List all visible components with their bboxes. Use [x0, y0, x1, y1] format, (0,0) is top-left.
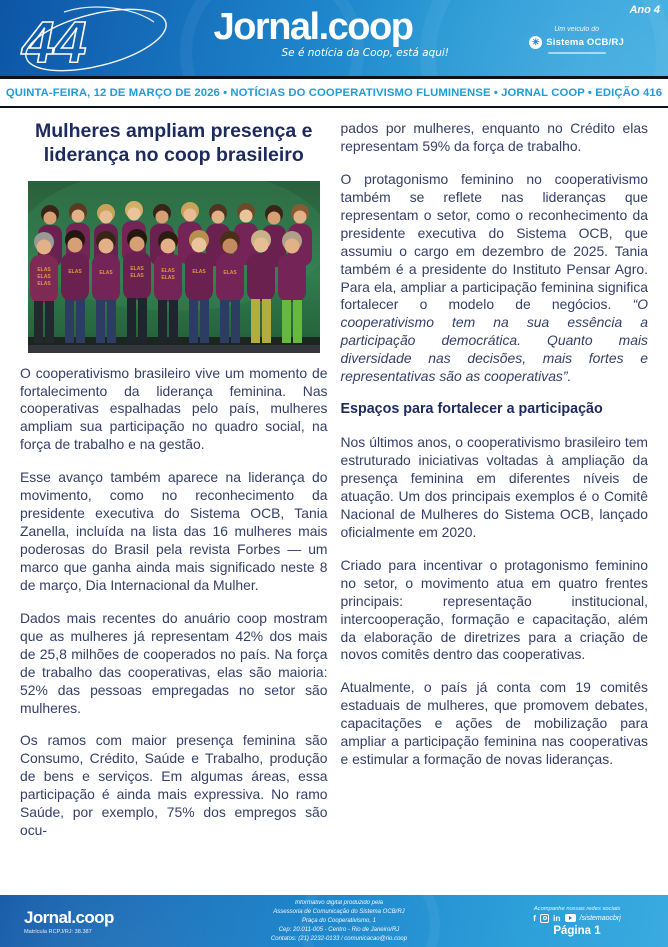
- right-column: [341, 120, 649, 895]
- footer: [0, 895, 668, 947]
- page-number-label: Página 1: [553, 924, 601, 937]
- paragraph: Nos últimos anos, o cooperativismo brasileiro tem estruturado iniciativas voltadas à ampliação da presença feminina em diferentes níveis de atuação. Um dos principais exemplos é o Comitê Nacional de Mulheres do Sistema OCB, lançado oficialmente em 2020.: [340, 434, 648, 540]
- footer-social-block: [498, 906, 668, 937]
- footer-info-line: Contatos: (21) 2232-0133 / comunicacao@rio.coop: [270, 935, 408, 942]
- footer-info-line: Assessoria de Comunicação do Sistema OCB/RJ: [273, 908, 405, 915]
- svg-text:ELAS: ELAS: [130, 265, 144, 272]
- paragraph-text: O protagonismo feminino no cooperativismo também se reflete nas lideranças que representam o setor, como o reconhecimento da presidente executiva do Sistema OCB, que assumiu o cargo em dezembro de 2025. Tania também é a presidente do Instituto Pensar Agro. Para ela, ampliar a participação feminina significa fortalecer o modelo de negócios.: [340, 170, 648, 313]
- article-content: [0, 108, 668, 895]
- article-title: Mulheres ampliam presença e liderança no coop brasileiro: [35, 120, 313, 166]
- footer-info-line: Informativo digital produzido pela: [294, 899, 384, 906]
- pull-quote: “O cooperativismo tem na sua essência a participação democrática. Quanto mais diversidade nas decisões, mais fortes e representativas são as cooperativas”.: [340, 296, 648, 385]
- social-handle: /sistemaocbrj: [579, 914, 621, 922]
- date-bar: [0, 76, 668, 108]
- sistema-ocb-sub-bar: [548, 52, 606, 54]
- footer-info-line: Cep: 20.011-005 - Centro - Rio de Janeiro/RJ: [278, 926, 400, 933]
- svg-text:ELAS: ELAS: [68, 268, 82, 275]
- sistema-ocb-logo: [529, 26, 624, 54]
- footer-info-line: Praça do Cooperativismo, 1: [301, 917, 377, 924]
- paragraph: Os ramos com maior presença feminina são Consumo, Crédito, Saúde e Trabalho, produção de bens e serviços. Em algumas áreas, essa participação é ainda mais expressiva. No ramo Saúde, por exemplo, 75% dos empregos são ocu-: [20, 732, 328, 839]
- section-subheading: Espaços para fortalecer a participação: [340, 401, 603, 418]
- svg-text:ELAS: ELAS: [192, 268, 206, 275]
- footer-registration: Matrícula RCPJ/RJ: 38.387: [24, 928, 92, 935]
- svg-text:ELAS: ELAS: [37, 266, 51, 273]
- svg-text:44: 44: [22, 10, 87, 75]
- paragraph: Esse avanço também aparece na liderança do movimento, como no reconhecimento da presidente executiva do Sistema OCB, Tania Zanella, incluída na lista das 16 mulheres mais poderosas do Brasil pela revista Forbes — um marco que ganha ainda mais significado neste 8 de março, Dia Internacional da Mulher.: [20, 469, 328, 593]
- paragraph-with-quote: [341, 171, 649, 386]
- brand-wrap: [163, 8, 463, 59]
- svg-text:ELAS: ELAS: [99, 269, 113, 276]
- facebook-icon[interactable]: f: [533, 913, 537, 923]
- paragraph: Criado para incentivar o protagonismo feminino no setor, o movimento atua em quatro frentes principais: representação institucional, intercooperação, formação e capacitação, além da elaboração de diretrizes para a criação de novos comitês dentro das cooperativas.: [340, 556, 648, 663]
- article-photo: [28, 181, 320, 353]
- instagram-icon[interactable]: [540, 914, 549, 923]
- svg-text:ELAS: ELAS: [161, 274, 175, 281]
- linkedin-icon[interactable]: in: [553, 913, 561, 923]
- svg-text:ELAS: ELAS: [161, 267, 175, 274]
- svg-text:ELAS: ELAS: [37, 280, 51, 287]
- jornal-coop-logo: Jornal.coop: [213, 6, 413, 48]
- paragraph: Atualmente, o país já conta com 19 comitês estaduais de mulheres, que promovem debates, capacitações e ações de mobilização para ampliar a participação feminina nas cooperativas e estimular a formação de novas lideranças.: [340, 679, 648, 768]
- svg-text:ELAS: ELAS: [37, 273, 51, 280]
- sistema-ocb-name: Sistema OCB/RJ: [546, 37, 624, 48]
- svg-text:ELAS: ELAS: [223, 269, 237, 276]
- date-bar-text: QUINTA-FEIRA, 12 DE MARÇO DE 2026 • NOTÍCIAS DO COOPERATIVISMO FLUMINENSE • JORNAL COOP • EDIÇÃO 416: [5, 87, 663, 99]
- anniversary-44-graphic: [4, 0, 174, 76]
- edition-year-label: Ano 4: [629, 4, 660, 16]
- footer-jornal-coop-logo: Jornal.coop: [24, 907, 114, 927]
- header: [0, 0, 668, 76]
- svg-text:ELAS: ELAS: [130, 272, 144, 279]
- left-column: [20, 120, 328, 895]
- footer-info: [180, 899, 498, 944]
- youtube-icon[interactable]: [565, 914, 576, 922]
- paragraph: O cooperativismo brasileiro vive um momento de fortalecimento da liderança feminina. Nas cooperativas espalhadas pelo país, mulheres ampliam sua participação no quadro social, na força de trabalho e na gestão.: [20, 364, 328, 453]
- paragraph: pados por mulheres, enquanto no Crédito elas representam 59% da força de trabalho.: [340, 120, 648, 154]
- paragraph: Dados mais recentes do anuário coop mostram que as mulheres já representam 42% dos mais de 25,8 milhões de cooperados no país. Na força de trabalho das cooperativas, elas são maioria: 52% das pessoas empregadas no setor são mulheres.: [20, 609, 328, 716]
- social-label: Acompanhe nossas redes sociais: [533, 905, 621, 912]
- footer-brand-block: [0, 908, 180, 935]
- brand-tagline: Se é notícia da Coop, está aqui!: [281, 47, 449, 59]
- sistema-ocb-icon: ✳: [529, 36, 542, 49]
- vehicle-label: Um veículo do: [554, 26, 599, 33]
